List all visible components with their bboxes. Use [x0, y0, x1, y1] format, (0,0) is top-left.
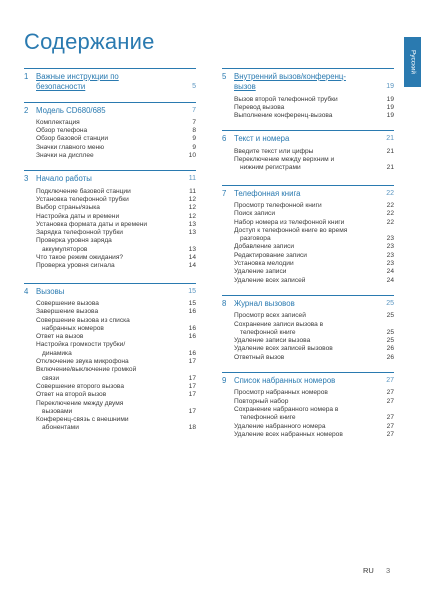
toc-entry-page-number: 14: [188, 254, 196, 262]
toc-entry-text: Комплектация: [36, 118, 80, 126]
toc-entry-page-number: 8: [192, 127, 196, 135]
toc-entry-text: Включение/выключение громкой: [36, 366, 137, 374]
toc-entry-text: Конференц-связь с внешними: [36, 416, 129, 424]
toc-entry[interactable]: [24, 152, 196, 160]
section-page-number: 22: [386, 189, 394, 197]
section-title: Важные инструкции по: [36, 72, 119, 81]
section-number: 5: [222, 72, 227, 81]
toc-entry-page-number: 12: [188, 195, 196, 203]
toc-entry[interactable]: [222, 389, 394, 397]
toc-entry-text: Удаление всех записей вызовов: [234, 345, 333, 353]
toc-section: [222, 185, 394, 285]
section-page-number: 25: [386, 299, 394, 307]
toc-entry[interactable]: [24, 254, 196, 262]
section-page-number: 11: [188, 175, 196, 183]
toc-entry[interactable]: [222, 202, 394, 210]
toc-entry-page-number: 23: [386, 243, 394, 251]
toc-entry-page-number: 12: [188, 212, 196, 220]
toc-entry-text: Подключение базовой станции: [36, 187, 131, 195]
toc-entry-text: Зарядка телефонной трубки: [36, 229, 123, 237]
footer-page-number: 3: [386, 566, 391, 575]
toc-entry[interactable]: [222, 423, 394, 431]
toc-entry[interactable]: [222, 156, 394, 173]
toc-entry-page-number: 25: [386, 328, 394, 336]
toc-entry-text: Вызов второй телефонной трубки: [234, 95, 338, 103]
toc-entry[interactable]: [24, 262, 196, 270]
toc-entry[interactable]: [222, 243, 394, 251]
toc-entry-text: Выполнение конференц-вызова: [234, 112, 333, 120]
toc-entry-page-number: 13: [188, 245, 196, 253]
section-number: 3: [24, 174, 29, 184]
section-title: Вызовы: [36, 286, 65, 296]
toc-entry-page-number: 21: [386, 147, 394, 155]
toc-entry-text: Переключение между двумя: [36, 399, 124, 407]
section-heading[interactable]: [24, 106, 196, 116]
toc-entry-page-number: 27: [386, 414, 394, 422]
toc-entry-text: Установка формата даты и времени: [36, 220, 148, 228]
toc-section: [24, 102, 196, 161]
section-page-number: 15: [188, 287, 196, 295]
toc-entry-text: Настройка громкости трубки/: [36, 341, 126, 349]
toc-entry-text: Ответный вызов: [234, 353, 285, 361]
toc-entry-page-number: 16: [188, 324, 196, 332]
toc-section: [24, 170, 196, 270]
toc-entry-page-number: 19: [386, 95, 394, 103]
section-number: 1: [24, 72, 29, 81]
toc-entry[interactable]: [24, 383, 196, 391]
toc-entry[interactable]: [24, 317, 196, 334]
section-heading[interactable]: [24, 287, 196, 297]
toc-entry-text: Просмотр всех записей: [234, 312, 306, 320]
toc-entry[interactable]: [24, 221, 196, 229]
toc-entry[interactable]: [24, 341, 196, 358]
toc-entry-text-cont: набранных номеров: [42, 324, 104, 332]
toc-entry-page-number: 21: [386, 164, 394, 172]
section-title: Начало работы: [36, 174, 92, 184]
toc-entry[interactable]: [222, 260, 394, 268]
toc-section: [222, 372, 394, 439]
section-title: Модель CD680/685: [36, 105, 106, 115]
toc-entry-page-number: 26: [386, 353, 394, 361]
toc-entry[interactable]: [24, 135, 196, 143]
toc-entry-text: Сохранение набранного номера в: [234, 405, 339, 413]
section-number: 8: [222, 298, 227, 308]
section-heading[interactable]: [222, 189, 394, 199]
toc-entry-page-number: 25: [386, 337, 394, 345]
toc-entry[interactable]: [24, 229, 196, 237]
toc-entry-text: Установка телефонной трубки: [36, 195, 129, 203]
toc-entry-text: Доступ к телефонной книге во время: [234, 226, 348, 234]
section-page-number: 21: [386, 135, 394, 143]
toc-entry-page-number: 9: [192, 135, 196, 143]
toc-entry[interactable]: [222, 252, 394, 260]
toc-section: [222, 130, 394, 172]
toc-entry-text-cont: абонентами: [42, 424, 79, 432]
section-number: 6: [222, 134, 227, 144]
toc-entry-text-cont: разговора: [240, 235, 271, 243]
toc-entry[interactable]: [222, 268, 394, 276]
toc-entry[interactable]: [24, 366, 196, 383]
section-heading[interactable]: [222, 72, 394, 93]
toc-entry[interactable]: [222, 431, 394, 439]
toc-entry-text: Проверка уровня заряда: [36, 237, 112, 245]
section-heading[interactable]: [24, 174, 196, 184]
toc-entry-text: Добавление записи: [234, 243, 295, 251]
toc-entry-page-number: 16: [188, 349, 196, 357]
toc-entry-page-number: 22: [386, 210, 394, 218]
footer-language: RU: [363, 566, 374, 575]
toc-entry-text: Удаление всех набранных номеров: [234, 430, 343, 438]
toc-entry-page-number: 17: [188, 358, 196, 366]
toc-entry-page-number: 9: [192, 143, 196, 151]
toc-entry-page-number: 19: [386, 103, 394, 111]
toc-entry-page-number: 14: [188, 262, 196, 270]
toc-entry-text: Совершение вызова: [36, 299, 99, 307]
toc-entry-page-number: 12: [188, 204, 196, 212]
toc-entry-text: Редактирование записи: [234, 251, 307, 259]
toc-entry-text: Установка мелодии: [234, 260, 294, 268]
toc-entry-text: Набор номера из телефонной книги: [234, 218, 345, 226]
toc-entry-text-cont: нижним регистрами: [240, 164, 301, 172]
toc-entry-text: Завершение вызова: [36, 308, 99, 316]
toc-entry-text: Удаление записи вызова: [234, 337, 311, 345]
toc-entry[interactable]: [222, 210, 394, 218]
toc-entry-text: Поиск записи: [234, 210, 276, 218]
section-number: 7: [222, 188, 227, 198]
toc-entry[interactable]: [222, 277, 394, 285]
section-title-cont: вызов: [234, 82, 256, 92]
toc-entry-page-number: 16: [188, 308, 196, 316]
toc-entry-page-number: 23: [386, 260, 394, 268]
section-heading[interactable]: [222, 376, 394, 386]
toc-entry-text: Выбор страны/языка: [36, 204, 100, 212]
section-page-number: 19: [386, 83, 394, 91]
toc-entry-page-number: 7: [192, 118, 196, 126]
toc-entry-page-number: 22: [386, 218, 394, 226]
toc-entry-text: Совершение вызова из списка: [36, 316, 130, 324]
toc-entry-page-number: 15: [188, 299, 196, 307]
toc-entry-text: Настройка даты и времени: [36, 212, 120, 220]
section-heading[interactable]: [24, 72, 196, 93]
page-title: Содержание: [24, 29, 155, 54]
toc-entry-page-number: 27: [386, 430, 394, 438]
toc-entry[interactable]: [24, 391, 196, 399]
toc-entry[interactable]: [24, 400, 196, 417]
toc-entry-text-cont: аккумуляторов: [42, 245, 88, 253]
toc-entry[interactable]: [24, 300, 196, 308]
toc-entry-page-number: 18: [188, 424, 196, 432]
toc-entry-page-number: 17: [188, 391, 196, 399]
toc-entry-page-number: 17: [188, 407, 196, 415]
toc-entry[interactable]: [24, 416, 196, 433]
toc-entry-page-number: 11: [189, 187, 196, 195]
toc-entry-page-number: 22: [386, 201, 394, 209]
toc-entry-text-cont: вызовами: [42, 407, 73, 415]
toc-entry-text: Сохранение записи вызова в: [234, 320, 324, 328]
toc-section: [24, 68, 196, 93]
section-title-cont: безопасности: [36, 82, 86, 92]
toc-entry[interactable]: [24, 237, 196, 254]
toc-entry-page-number: 13: [188, 220, 196, 228]
toc-entry[interactable]: [24, 213, 196, 221]
toc-left-column: [24, 68, 196, 433]
toc-entry[interactable]: [24, 188, 196, 196]
toc-entry-page-number: 27: [386, 389, 394, 397]
toc-entry-text: Отключение звука микрофона: [36, 358, 129, 366]
language-tab-label: Русский: [409, 49, 416, 75]
toc-entry-page-number: 26: [386, 345, 394, 353]
toc-entry[interactable]: [222, 312, 394, 320]
toc-entry-page-number: 24: [386, 276, 394, 284]
toc-entry-page-number: 17: [188, 374, 196, 382]
section-heading[interactable]: [222, 134, 394, 144]
toc-entry[interactable]: [24, 204, 196, 212]
section-title: Телефонная книга: [234, 188, 301, 198]
toc-entry-page-number: 23: [386, 251, 394, 259]
toc-entry-text: Удаление набранного номера: [234, 422, 326, 430]
section-title: Список набранных номеров: [234, 376, 336, 386]
toc-entry-page-number: 24: [386, 268, 394, 276]
section-number: 4: [24, 286, 29, 296]
toc-entry-text: Повторный набор: [234, 397, 289, 405]
toc-entry-text: Ответ на второй вызов: [36, 391, 107, 399]
toc-entry-text: Удаление всех записей: [234, 276, 306, 284]
toc-entry-text: Что такое режим ожидания?: [36, 254, 124, 262]
toc-section: [222, 68, 394, 120]
section-title: Журнал вызовов: [234, 298, 295, 308]
toc-entry-text: Обзор базовой станции: [36, 135, 109, 143]
toc-entry-text-cont: телефонной книге: [240, 328, 296, 336]
toc-entry-text: Обзор телефона: [36, 127, 88, 135]
toc-entry[interactable]: [222, 227, 394, 244]
toc-entry-text: Переключение между верхним и: [234, 156, 335, 164]
toc-entry[interactable]: [222, 406, 394, 423]
toc-entry-text: Перевод вызова: [234, 103, 285, 111]
toc-entry-page-number: 27: [386, 422, 394, 430]
toc-right-column: [222, 68, 394, 439]
toc-entry-text: Просмотр набранных номеров: [234, 389, 328, 397]
toc-entry[interactable]: [24, 308, 196, 316]
toc-entry-text: Удаление записи: [234, 268, 287, 276]
section-page-number: 7: [192, 106, 196, 114]
section-title: Внутренний вызов/конференц-: [234, 72, 346, 81]
toc-entry[interactable]: [222, 104, 394, 112]
toc-entry[interactable]: [222, 148, 394, 156]
toc-entry-text: Проверка уровня сигнала: [36, 262, 115, 270]
toc-entry-page-number: 25: [386, 312, 394, 320]
toc-entry-page-number: 27: [386, 397, 394, 405]
toc-entry-page-number: 19: [386, 112, 394, 120]
toc-section: [24, 283, 196, 433]
toc-entry[interactable]: [222, 345, 394, 353]
toc-entry-page-number: 16: [188, 333, 196, 341]
toc-entry-text-cont: динамика: [42, 349, 72, 357]
toc-entry-text: Значки на дисплее: [36, 152, 94, 160]
toc-entry-text: Введите текст или цифры: [234, 147, 314, 155]
toc-entry[interactable]: [24, 119, 196, 127]
toc-entry[interactable]: [222, 398, 394, 406]
toc-entry-text-cont: связи: [42, 374, 60, 382]
toc-entry-text: Совершение второго вызова: [36, 382, 124, 390]
toc-entry[interactable]: [222, 219, 394, 227]
language-tab: [404, 37, 421, 87]
section-number: 9: [222, 376, 227, 386]
toc-entry[interactable]: [222, 96, 394, 104]
toc-entry[interactable]: [222, 112, 394, 120]
toc-entry[interactable]: [222, 321, 394, 338]
toc-entry-text-cont: телефонной книге: [240, 414, 296, 422]
toc-entry-page-number: 10: [188, 152, 196, 160]
toc-section: [222, 295, 394, 362]
toc-entry[interactable]: [24, 144, 196, 152]
section-page-number: 27: [386, 377, 394, 385]
toc-entry-text: Значки главного меню: [36, 143, 105, 151]
toc-entry-page-number: 17: [188, 382, 196, 390]
toc-entry-text: Ответ на вызов: [36, 333, 84, 341]
toc-entry-page-number: 23: [386, 235, 394, 243]
toc-entry-text: Просмотр телефонной книги: [234, 201, 322, 209]
toc-entry-page-number: 13: [188, 229, 196, 237]
toc-entry[interactable]: [222, 354, 394, 362]
section-number: 2: [24, 105, 29, 115]
section-page-number: 5: [192, 83, 196, 91]
section-heading[interactable]: [222, 299, 394, 309]
section-title: Текст и номера: [234, 134, 290, 144]
